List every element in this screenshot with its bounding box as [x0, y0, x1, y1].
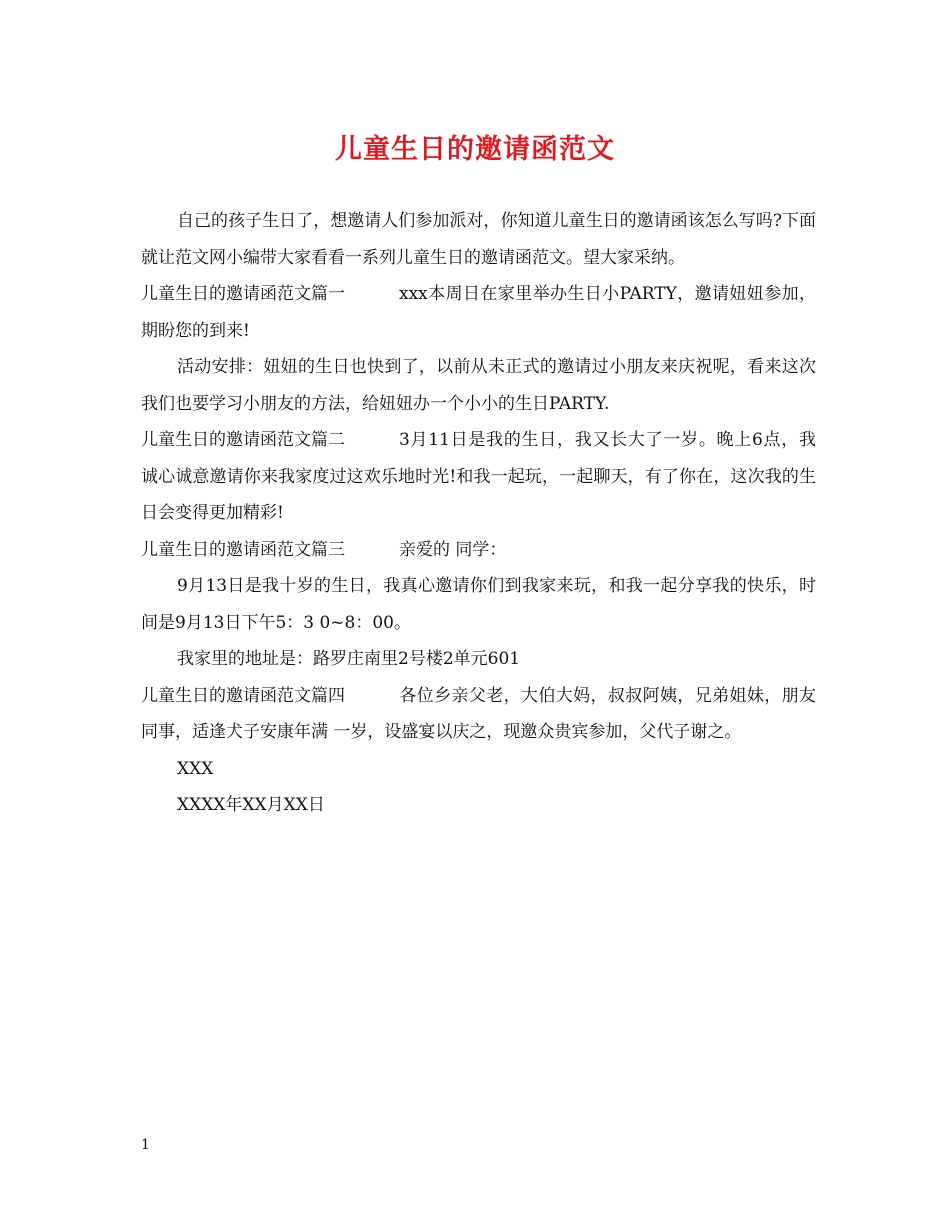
section4-paragraph — [141, 678, 816, 751]
section4-date: XXXX年XX月XX日 — [177, 795, 325, 815]
section4-text: 各位乡亲父老，大伯大妈，叔叔阿姨，兄弟姐妹，朋友同事，适逢犬子安康年满 一岁，设盛宴以庆之，现邀众贵宾参加，父代子谢之。 — [141, 685, 816, 742]
section4-heading: 儿童生日的邀请函范文篇四 — [141, 685, 345, 706]
document-body — [141, 203, 816, 824]
section2-heading: 儿童生日的邀请函范文篇二 — [141, 430, 345, 450]
page-number: 1 — [141, 1137, 150, 1153]
section3-salutation: 亲爱的 同学： — [399, 539, 507, 560]
section2-paragraph — [141, 422, 816, 532]
section2-text: 3月11日是我的生日，我又长大了一岁。晚上6点，我诚心诚意邀请你来我家度过这欢乐地时光!和我一起玩，一起聊天，有了你在，这次我的生日会变得更加精彩! — [141, 430, 816, 523]
document-title: 儿童生日的邀请函范文 — [335, 134, 615, 165]
intro-paragraph: 自己的孩子生日了，想邀请人们参加派对，你知道儿童生日的邀请函该怎么写吗?下面就让范文网小编带大家看看一系列儿童生日的邀请函范文。望大家采纳。 — [141, 211, 816, 268]
section1-text: xxx本周日在家里举办生日小PARTY，邀请妞妞参加，期盼您的到来! — [141, 284, 816, 341]
section3-paragraph — [141, 532, 816, 569]
section1-activity: 活动安排：妞妞的生日也快到了，以前从未正式的邀请过小朋友来庆祝呢，看来这次我们也要学习小朋友的方法，给妞妞办一个小小的生日PARTY. — [141, 357, 816, 414]
section3-heading: 儿童生日的邀请函范文篇三 — [141, 539, 345, 560]
section1-paragraph — [141, 276, 816, 349]
section3-address: 我家里的地址是：路罗庄南里2号楼2单元601 — [177, 649, 521, 669]
section1-heading: 儿童生日的邀请函范文篇一 — [141, 284, 345, 304]
section3-body: 9月13日是我十岁的生日，我真心邀请你们到我家来玩，和我一起分享我的快乐，时间是9月13日下午5：3 0~8：00。 — [141, 576, 816, 633]
section4-signature: XXX — [177, 758, 214, 779]
